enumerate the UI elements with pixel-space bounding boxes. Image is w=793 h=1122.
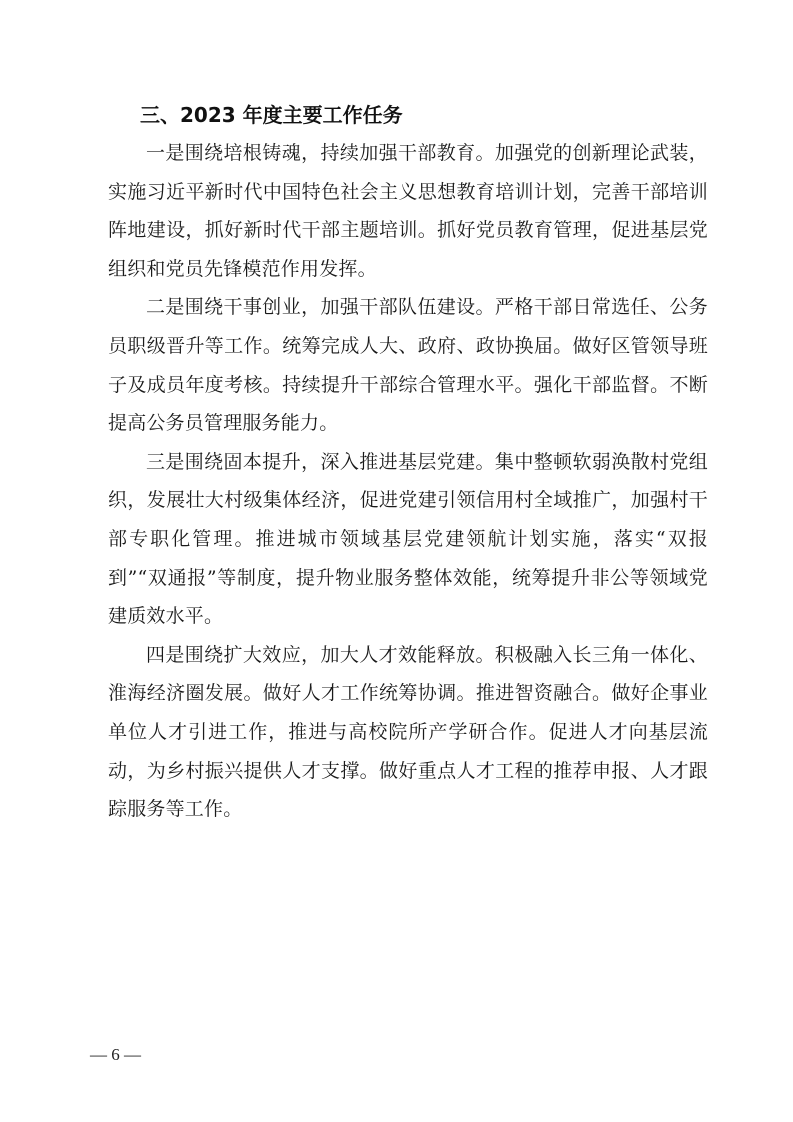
paragraph-cadre-team-building: 二是围绕干事创业，加强干部队伍建设。严格干部日常选任、公务员职级晋升等工作。统筹完成人大、政府、政协换届。做好区管领导班子及成员年度考核。持续提升干部综合管理水平。强化干部监督。不断提高公务员管理服务能力。: [108, 296, 708, 435]
section-heading: 三、2023 年度主要工作任务: [140, 103, 403, 127]
paragraph-grassroots-party-building: 三是围绕固本提升，深入推进基层党建。集中整顿软弱涣散村党组织，发展壮大村级集体经济，促进党建引领信用村全域推广，加强村干部专职化管理。推进城市领域基层党建领航计划实施，落实“双报到”“双通报”等制度，提升物业服务整体效能，统筹提升非公等领域党建质效水平。: [108, 450, 708, 628]
paragraph-talent-efficiency: 四是围绕扩大效应，加大人才效能释放。积极融入长三角一体化、淮海经济圈发展。做好人才工作统筹协调。推进智资融合。做好企事业单位人才引进工作，推进与高校院所产学研合作。促进人才向基层流动，为乡村振兴提供人才支撑。做好重点人才工程的推荐申报、人才跟踪服务等工作。: [108, 643, 708, 821]
page-number: — 6 —: [90, 1045, 141, 1064]
paragraph-cadre-education: 一是围绕培根铸魂，持续加强干部教育。加强党的创新理论武装，实施习近平新时代中国特色社会主义思想教育培训计划，完善干部培训阵地建设，抓好新时代干部主题培训。抓好党员教育管理，促进基层党组织和党员先锋模范作用发挥。: [108, 142, 708, 280]
page-content: [108, 96, 708, 829]
